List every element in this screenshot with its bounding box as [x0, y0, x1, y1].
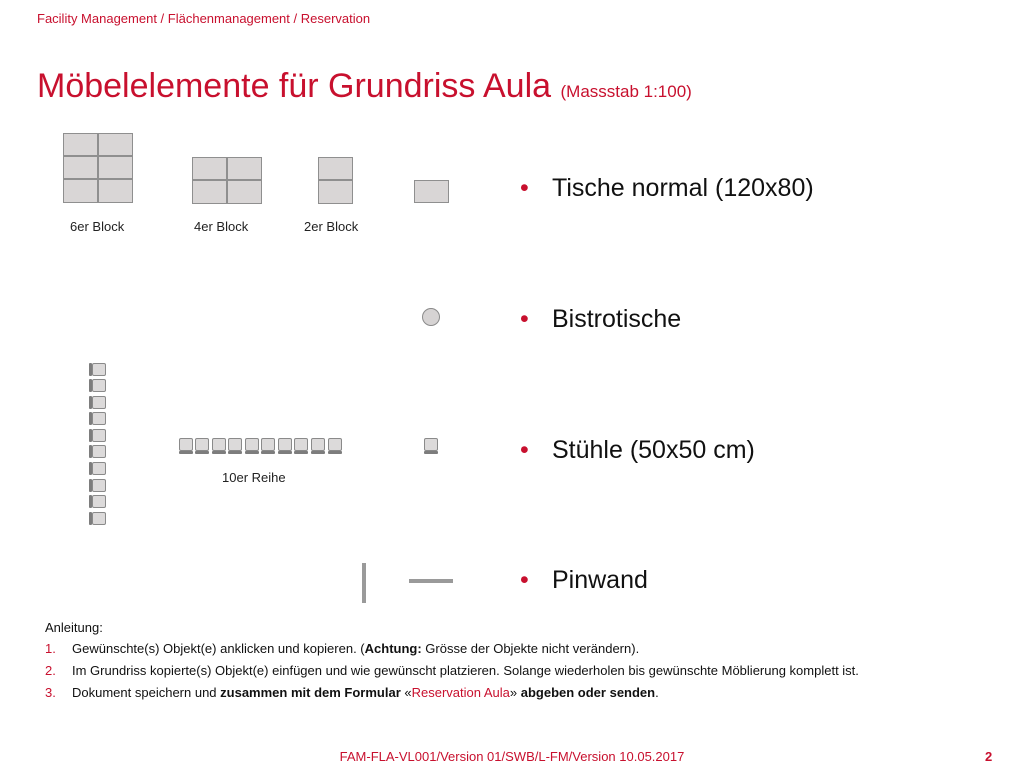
- instruction-number: 1.: [45, 641, 56, 656]
- bullet-dot: •: [520, 174, 529, 202]
- table-element[interactable]: [227, 157, 262, 180]
- chair[interactable]: [212, 438, 226, 451]
- table-element[interactable]: [318, 157, 353, 180]
- table-element[interactable]: [98, 133, 133, 156]
- chair[interactable]: [92, 363, 106, 376]
- table-element[interactable]: [63, 179, 98, 203]
- breadcrumb: Facility Management / Flächenmanagement / Reservation: [37, 11, 371, 26]
- instruction-text: Dokument speichern und: [72, 685, 221, 700]
- pinwand-horizontal[interactable]: [409, 579, 453, 583]
- instruction-text: »: [509, 685, 521, 700]
- chair[interactable]: [311, 438, 325, 451]
- chair[interactable]: [92, 479, 106, 492]
- table-single[interactable]: [414, 180, 449, 203]
- instructions-list: [45, 641, 859, 700]
- instruction-bold: abgeben oder senden: [520, 685, 656, 700]
- chair[interactable]: [261, 438, 275, 451]
- chair[interactable]: [92, 495, 106, 508]
- chair[interactable]: [92, 429, 106, 442]
- caption-2er-block: 2er Block: [304, 219, 359, 234]
- form-link[interactable]: Reservation Aula: [411, 685, 510, 700]
- bullet-tische: [520, 174, 814, 203]
- bullet-bistrotische: [520, 305, 681, 334]
- chair[interactable]: [92, 462, 106, 475]
- chair[interactable]: [92, 379, 106, 392]
- caption-10er-reihe: 10er Reihe: [222, 470, 286, 485]
- chair[interactable]: [328, 438, 342, 451]
- instructions: [45, 620, 859, 707]
- bullet-dot: •: [520, 305, 529, 333]
- table-element[interactable]: [98, 156, 133, 179]
- bullet-dot: •: [520, 436, 529, 464]
- bullet-label: Bistrotische: [552, 305, 682, 333]
- bullet-pinwand: [520, 566, 648, 595]
- chair[interactable]: [92, 412, 106, 425]
- instruction-bold: Achtung:: [364, 641, 422, 656]
- bullet-stuehle: [520, 436, 755, 465]
- chair[interactable]: [92, 396, 106, 409]
- instruction-item: [45, 663, 859, 678]
- caption-6er-block: 6er Block: [70, 219, 125, 234]
- bullet-label: Stühle (50x50 cm): [552, 436, 755, 464]
- bullet-label: Pinwand: [552, 566, 648, 594]
- chair-single[interactable]: [424, 438, 438, 451]
- page-title: [37, 64, 692, 114]
- table-element[interactable]: [63, 133, 98, 156]
- table-element[interactable]: [227, 180, 262, 204]
- instruction-item: [45, 685, 859, 700]
- instruction-text: Grösse der Objekte nicht verändern).: [421, 641, 640, 656]
- pinwand-vertical[interactable]: [362, 563, 366, 603]
- instruction-text: .: [655, 685, 659, 700]
- page-title-main: Möbelelemente für Grundriss Aula: [37, 67, 552, 105]
- chair[interactable]: [195, 438, 209, 451]
- page-title-scale: (Massstab 1:100): [560, 82, 692, 101]
- instruction-text: Im Grundriss kopierte(s) Objekt(e) einfügen und wie gewünscht platzieren. Solange wiederholen bis gewünschte Möblierung komplett ist.: [72, 663, 859, 678]
- instruction-number: 2.: [45, 663, 56, 678]
- chair[interactable]: [294, 438, 308, 451]
- instructions-heading: Anleitung:: [45, 620, 103, 635]
- table-element[interactable]: [318, 180, 353, 204]
- table-element[interactable]: [98, 179, 133, 203]
- chair[interactable]: [179, 438, 193, 451]
- chair[interactable]: [228, 438, 242, 451]
- chair[interactable]: [92, 445, 106, 458]
- bullet-label: Tische normal (120x80): [552, 174, 814, 202]
- instruction-number: 3.: [45, 685, 56, 700]
- instruction-text: Gewünschte(s) Objekt(e) anklicken und kopieren. (: [72, 641, 365, 656]
- chair[interactable]: [92, 512, 106, 525]
- instruction-bold: zusammen mit dem Formular: [220, 685, 401, 700]
- footer-doc-id: FAM-FLA-VL001/Version 01/SWB/L-FM/Version 10.05.2017: [339, 749, 685, 764]
- bullet-dot: •: [520, 566, 529, 594]
- table-element[interactable]: [192, 180, 227, 204]
- caption-4er-block: 4er Block: [194, 219, 249, 234]
- bistro-table[interactable]: [422, 308, 440, 326]
- instruction-text: «: [400, 685, 412, 700]
- page-number: 2: [985, 749, 993, 764]
- chair[interactable]: [245, 438, 259, 451]
- table-element[interactable]: [63, 156, 98, 179]
- table-element[interactable]: [192, 157, 227, 180]
- instruction-item: [45, 641, 859, 656]
- chair[interactable]: [278, 438, 292, 451]
